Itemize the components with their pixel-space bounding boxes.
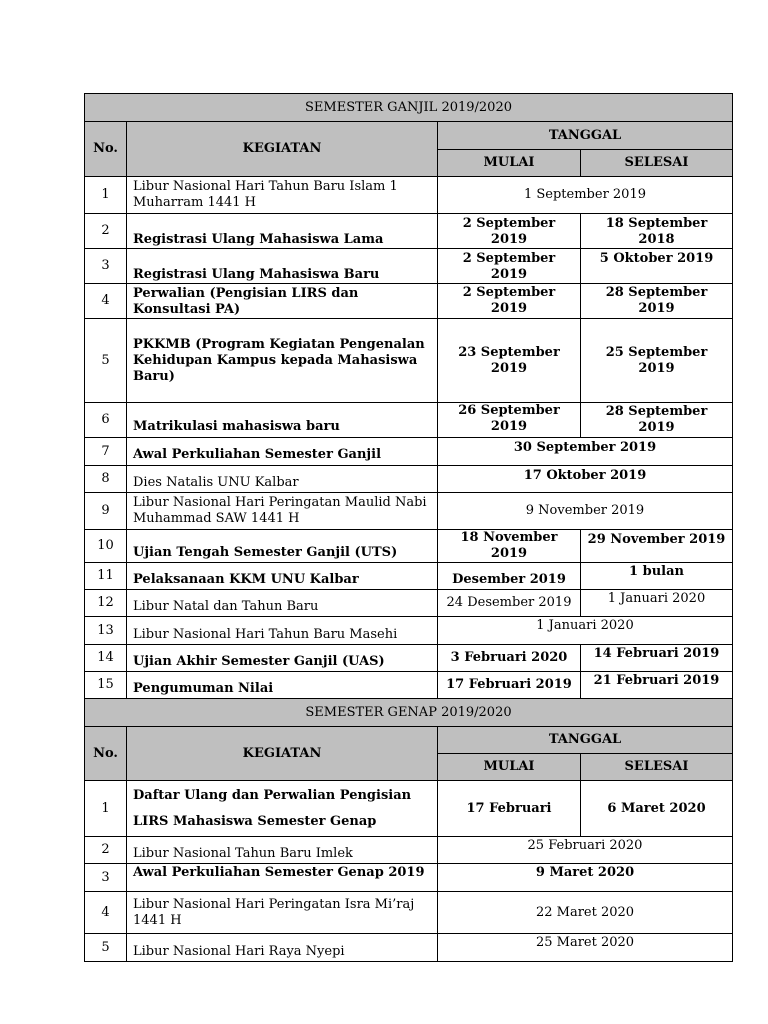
- row-kegiatan: Perwalian (Pengisian LIRS dan Konsultasi PA): [127, 284, 438, 319]
- row-no: 7: [85, 438, 127, 466]
- table-row: [85, 466, 733, 493]
- row-selesai: 6 Maret 2020: [581, 781, 733, 837]
- row-selesai: 1 bulan: [581, 563, 733, 590]
- row-date: 17 Oktober 2019: [438, 466, 733, 493]
- row-kegiatan: Ujian Tengah Semester Ganjil (UTS): [127, 530, 438, 563]
- table-row: [85, 934, 733, 962]
- row-kegiatan: Libur Nasional Hari Peringatan Maulid Nabi Muhammad SAW 1441 H: [127, 493, 438, 530]
- row-date: 1 Januari 2020: [438, 617, 733, 645]
- row-mulai: 17 Februari 2019: [438, 672, 581, 699]
- table-row: [85, 493, 733, 530]
- ganjil-title: SEMESTER GANJIL 2019/2020: [85, 94, 733, 122]
- table-row: [85, 617, 733, 645]
- row-no: 1: [85, 781, 127, 837]
- row-date: 25 Februari 2020: [438, 837, 733, 864]
- table-row: [85, 563, 733, 590]
- table-row: [85, 319, 733, 403]
- row-no: 8: [85, 466, 127, 493]
- row-no: 12: [85, 590, 127, 617]
- row-selesai: 1 Januari 2020: [581, 590, 733, 617]
- row-date: 9 November 2019: [438, 493, 733, 530]
- row-no: 2: [85, 837, 127, 864]
- table-row: [85, 403, 733, 438]
- row-selesai: 21 Februari 2019: [581, 672, 733, 699]
- header-kegiatan: KEGIATAN: [127, 727, 438, 781]
- row-kegiatan: Daftar Ulang dan Perwalian Pengisian LIRS Mahasiswa Semester Genap: [127, 781, 438, 837]
- row-no: 3: [85, 864, 127, 892]
- table-row: [85, 837, 733, 864]
- header-tanggal: TANGGAL: [438, 727, 733, 754]
- table-row: [85, 590, 733, 617]
- table-row: [85, 438, 733, 466]
- row-no: 13: [85, 617, 127, 645]
- header-mulai: MULAI: [438, 754, 581, 781]
- header-mulai: MULAI: [438, 150, 581, 177]
- row-date: 25 Maret 2020: [438, 934, 733, 962]
- row-kegiatan: Pelaksanaan KKM UNU Kalbar: [127, 563, 438, 590]
- row-mulai: 2 September 2019: [438, 214, 581, 249]
- row-no: 6: [85, 403, 127, 438]
- row-mulai: 3 Februari 2020: [438, 645, 581, 672]
- row-selesai: 14 Februari 2019: [581, 645, 733, 672]
- genap-title-row: [85, 699, 733, 727]
- header-no: No.: [85, 727, 127, 781]
- row-date: 9 Maret 2020: [438, 864, 733, 892]
- ganjil-header-row: [85, 122, 733, 150]
- row-kegiatan: Libur Nasional Hari Tahun Baru Islam 1 Muharram 1441 H: [127, 177, 438, 214]
- row-mulai: 2 September 2019: [438, 249, 581, 284]
- row-no: 10: [85, 530, 127, 563]
- row-kegiatan: Pengumuman Nilai: [127, 672, 438, 699]
- row-no: 1: [85, 177, 127, 214]
- row-no: 4: [85, 892, 127, 934]
- header-tanggal: TANGGAL: [438, 122, 733, 150]
- academic-calendar-table: [84, 93, 733, 962]
- row-kegiatan: Ujian Akhir Semester Ganjil (UAS): [127, 645, 438, 672]
- row-selesai: 28 September 2019: [581, 403, 733, 438]
- row-mulai: 18 November 2019: [438, 530, 581, 563]
- header-no: No.: [85, 122, 127, 177]
- row-kegiatan: Libur Nasional Tahun Baru Imlek: [127, 837, 438, 864]
- row-no: 15: [85, 672, 127, 699]
- row-date: 30 September 2019: [438, 438, 733, 466]
- header-kegiatan: KEGIATAN: [127, 122, 438, 177]
- row-mulai: 2 September 2019: [438, 284, 581, 319]
- row-kegiatan: Dies Natalis UNU Kalbar: [127, 466, 438, 493]
- row-mulai: 26 September 2019: [438, 403, 581, 438]
- table-row: [85, 249, 733, 284]
- genap-title: SEMESTER GENAP 2019/2020: [85, 699, 733, 727]
- row-no: 14: [85, 645, 127, 672]
- row-kegiatan: PKKMB (Program Kegiatan Pengenalan Kehidupan Kampus kepada Mahasiswa Baru): [127, 319, 438, 403]
- row-selesai: 25 September 2019: [581, 319, 733, 403]
- row-date: 22 Maret 2020: [438, 892, 733, 934]
- row-selesai: 18 September 2018: [581, 214, 733, 249]
- row-mulai: Desember 2019: [438, 563, 581, 590]
- table-row: [85, 892, 733, 934]
- row-kegiatan: Awal Perkuliahan Semester Genap 2019: [127, 864, 438, 892]
- table-row: [85, 672, 733, 699]
- row-kegiatan: Libur Nasional Hari Peringatan Isra Mi’raj 1441 H: [127, 892, 438, 934]
- row-kegiatan: Libur Nasional Hari Tahun Baru Masehi: [127, 617, 438, 645]
- row-no: 5: [85, 319, 127, 403]
- row-mulai: 17 Februari: [438, 781, 581, 837]
- row-no: 11: [85, 563, 127, 590]
- row-kegiatan: Matrikulasi mahasiswa baru: [127, 403, 438, 438]
- row-no: 2: [85, 214, 127, 249]
- row-date: 1 September 2019: [438, 177, 733, 214]
- row-mulai: 24 Desember 2019: [438, 590, 581, 617]
- header-selesai: SELESAI: [581, 150, 733, 177]
- table-row: [85, 284, 733, 319]
- table-row: [85, 530, 733, 563]
- row-kegiatan: Libur Nasional Hari Raya Nyepi: [127, 934, 438, 962]
- header-selesai: SELESAI: [581, 754, 733, 781]
- row-no: 3: [85, 249, 127, 284]
- row-no: 5: [85, 934, 127, 962]
- table-row: [85, 214, 733, 249]
- ganjil-title-row: [85, 94, 733, 122]
- row-kegiatan: Awal Perkuliahan Semester Ganjil: [127, 438, 438, 466]
- table-row: [85, 645, 733, 672]
- row-no: 9: [85, 493, 127, 530]
- genap-header-row: [85, 727, 733, 754]
- row-selesai: 5 Oktober 2019: [581, 249, 733, 284]
- row-kegiatan: Registrasi Ulang Mahasiswa Baru: [127, 249, 438, 284]
- table-row: [85, 781, 733, 837]
- row-selesai: 29 November 2019: [581, 530, 733, 563]
- table-row: [85, 177, 733, 214]
- row-selesai: 28 September 2019: [581, 284, 733, 319]
- row-kegiatan: Registrasi Ulang Mahasiswa Lama: [127, 214, 438, 249]
- row-no: 4: [85, 284, 127, 319]
- table-row: [85, 864, 733, 892]
- row-mulai: 23 September 2019: [438, 319, 581, 403]
- row-kegiatan: Libur Natal dan Tahun Baru: [127, 590, 438, 617]
